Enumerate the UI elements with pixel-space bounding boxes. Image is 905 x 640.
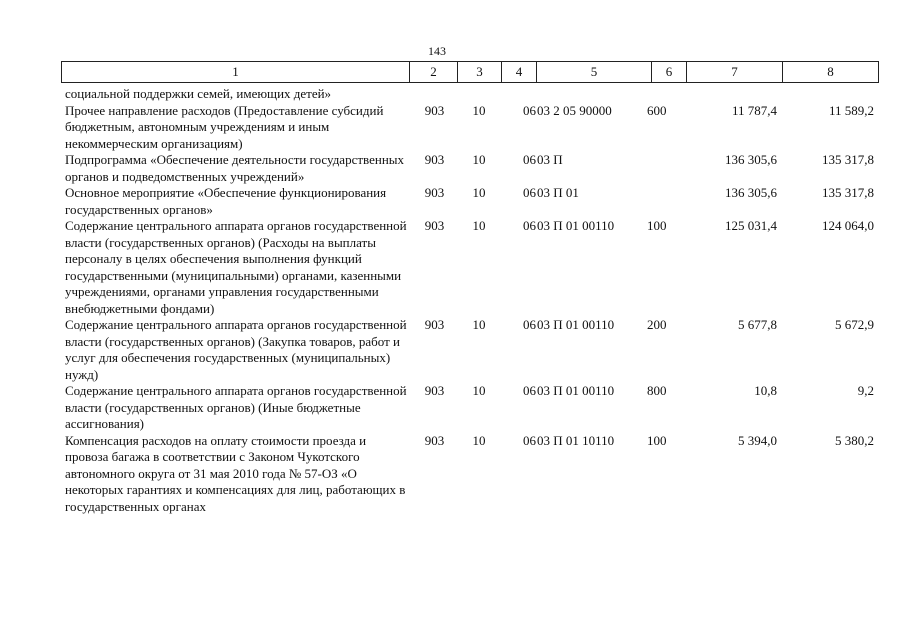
ministry-code: 903: [424, 102, 445, 118]
subsection-code: 06: [523, 317, 536, 332]
expense-description: Прочее направление расходов (Предоставление субсидий бюджетным, автономным учреждениям и иным некоммерческим организациям): [65, 102, 384, 151]
amount-col-8: 5 672,9: [835, 317, 874, 332]
expense-type-code: 100: [647, 432, 667, 448]
section-code: 10: [472, 432, 486, 448]
table-row: [61, 152, 878, 185]
target-item-code: 03 П 01 10110: [537, 432, 615, 448]
amount-col-8: 124 064,0: [822, 218, 874, 233]
amount-col-7: 5 394,0: [738, 432, 777, 448]
amount-col-8: 9,2: [857, 383, 874, 398]
section-code: 10: [472, 152, 486, 167]
expense-type-code: 600: [647, 102, 667, 118]
table-row: [61, 103, 878, 153]
subsection-code: 06: [523, 432, 536, 448]
amount-col-7: 125 031,4: [725, 218, 777, 233]
amount-col-7: 11 787,4: [731, 102, 777, 118]
budget-table-body: [61, 86, 878, 515]
ministry-code: 903: [424, 383, 445, 398]
expense-type-code: 800: [647, 383, 667, 398]
subsection-code: 06: [523, 152, 536, 167]
amount-col-7: 136 305,6: [725, 152, 777, 167]
table-row-continuation: [61, 86, 878, 103]
header-col-2: 2: [410, 62, 458, 83]
header-col-3: 3: [458, 62, 502, 83]
ministry-code: 903: [424, 432, 445, 448]
target-item-code: 03 П 01 00110: [537, 317, 615, 332]
expense-description: Основное мероприятие «Обеспечение функционирования государственных органов»: [65, 185, 387, 217]
target-item-code: 03 2 05 90000: [537, 102, 612, 118]
header-col-8: 8: [783, 62, 879, 83]
expense-description: Содержание центрального аппарата органов государственной власти (государственных органов) (Иные бюджетные ассигнования): [65, 383, 407, 431]
subsection-code: 06: [523, 185, 536, 200]
amount-col-8: 11 589,2: [828, 102, 874, 118]
header-col-1: 1: [62, 62, 410, 83]
target-item-code: 03 П 01 00110: [537, 218, 615, 233]
table-row: [61, 185, 878, 218]
expense-type-code: 200: [647, 317, 667, 332]
section-code: 10: [472, 317, 486, 332]
ministry-code: 903: [424, 317, 445, 332]
subsection-code: 06: [523, 102, 536, 118]
ministry-code: 903: [424, 185, 445, 200]
column-number-header: [61, 61, 879, 83]
expense-description: Подпрограмма «Обеспечение деятельности государственных органов и подведомственных учреждений»: [65, 152, 405, 184]
amount-col-7: 10,8: [754, 383, 777, 398]
target-item-code: 03 П: [537, 152, 563, 167]
section-code: 10: [472, 383, 486, 398]
table-row: [61, 433, 878, 516]
table-row: [61, 383, 878, 433]
ministry-code: 903: [424, 152, 445, 167]
continuation-text: социальной поддержки семей, имеющих детей»: [65, 86, 332, 101]
amount-col-8: 135 317,8: [822, 185, 874, 200]
amount-col-7: 136 305,6: [725, 185, 777, 200]
header-col-5: 5: [537, 62, 652, 83]
amount-col-8: 135 317,8: [822, 152, 874, 167]
section-code: 10: [472, 185, 486, 200]
section-code: 10: [472, 218, 486, 233]
header-col-4: 4: [502, 62, 537, 83]
expense-description: Компенсация расходов на оплату стоимости проезда и провоза багажа в соответствии с Законом Чукотского автономного округа от 31 мая 2010 года № 57-ОЗ «О некоторых гарантиях и компенсациях для лиц, работающих в государственных органах: [65, 432, 406, 514]
header-col-7: 7: [687, 62, 783, 83]
subsection-code: 06: [523, 383, 536, 398]
table-row: [61, 218, 878, 317]
amount-col-8: 5 380,2: [835, 432, 874, 448]
target-item-code: 03 П 01 00110: [537, 383, 615, 398]
header-col-6: 6: [652, 62, 687, 83]
expense-description: Содержание центрального аппарата органов государственной власти (государственных органов) (Закупка товаров, работ и услуг для обеспечения государственных (муниципальных) нужд): [65, 317, 407, 382]
section-code: 10: [472, 102, 486, 118]
ministry-code: 903: [424, 218, 445, 233]
target-item-code: 03 П 01: [537, 185, 579, 200]
amount-col-7: 5 677,8: [738, 317, 777, 332]
table-row: [61, 317, 878, 383]
page-number: 143: [428, 44, 446, 58]
expense-type-code: 100: [647, 218, 667, 233]
subsection-code: 06: [523, 218, 536, 233]
expense-description: Содержание центрального аппарата органов государственной власти (государственных органов) (Расходы на выплаты персоналу в целях обеспечения выполнения функций государственными (муниципальными) органами, казенными учреждениями, органами управления государственными внебюджетными фондами): [65, 218, 407, 316]
